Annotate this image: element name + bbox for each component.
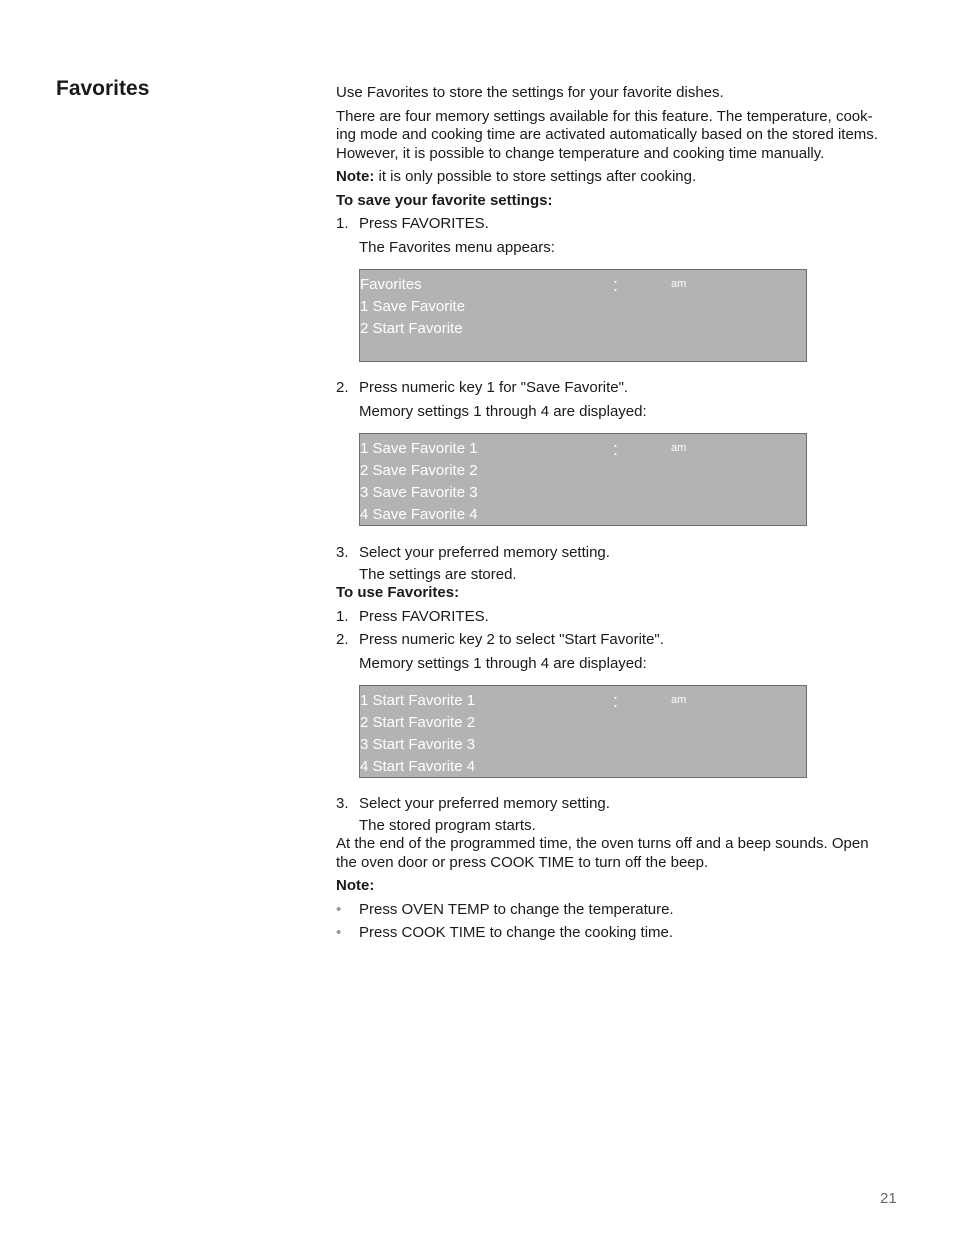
step-text: Select your preferred memory setting.	[359, 544, 610, 561]
display-line: 2 Start Favorite	[360, 320, 463, 337]
bullet-text: Press COOK TIME to change the cooking time.	[359, 924, 674, 941]
step-subtext: Memory settings 1 through 4 are displayed:	[359, 654, 647, 672]
end-line: At the end of the programmed time, the oven turns off and a beep sounds. Open	[336, 835, 869, 852]
start-favorite-display	[359, 685, 807, 778]
display-colon: :	[613, 691, 619, 711]
step-subtext: The Favorites menu appears:	[359, 238, 555, 256]
display-line: Favorites	[360, 276, 422, 293]
display-line: 1 Save Favorite	[360, 298, 466, 315]
save-step-1	[336, 215, 900, 234]
display-line	[360, 340, 806, 362]
save-heading: To save your favorite settings:	[336, 191, 553, 209]
display-am: am	[671, 278, 687, 290]
display-colon: :	[613, 275, 619, 295]
save-favorite-display	[359, 433, 807, 526]
content-column	[336, 84, 900, 948]
step-number: 2.	[336, 631, 349, 648]
step-text: Select your preferred memory setting.	[359, 795, 610, 812]
bullet-icon: •	[336, 900, 342, 918]
use-step-1	[336, 608, 900, 627]
step-subtext: Memory settings 1 through 4 are displayed:	[359, 402, 647, 420]
intro-text: Use Favorites to store the settings for your favorite dishes.	[336, 84, 724, 101]
step-number: 3.	[336, 544, 349, 561]
section-title: Favorites	[56, 77, 150, 100]
description-line: However, it is possible to change temperature and cooking time manually.	[336, 144, 825, 162]
use-heading: To use Favorites:	[336, 584, 460, 601]
use-step-2	[336, 631, 900, 650]
bullet-icon: •	[336, 924, 342, 941]
favorites-menu-display	[359, 269, 807, 362]
end-paragraph	[336, 835, 900, 872]
display-line: 1 Save Favorite 1	[360, 440, 478, 457]
note-bullet	[336, 901, 900, 920]
step-number: 1.	[336, 215, 349, 232]
save-step-2	[336, 379, 900, 398]
note2-label: Note:	[336, 877, 375, 894]
step-text: Press numeric key 1 for "Save Favorite".	[359, 379, 629, 396]
display-line: 1 Start Favorite 1	[360, 692, 476, 709]
step-number: 3.	[336, 795, 349, 812]
display-colon: :	[613, 439, 619, 459]
step-subtext: The settings are stored.	[359, 565, 517, 583]
note-bullet	[336, 924, 900, 943]
step-number: 1.	[336, 607, 349, 625]
display-line: 4 Save Favorite 4	[360, 506, 478, 523]
step-text: Press FAVORITES.	[359, 607, 489, 625]
display-line: 3 Start Favorite 3	[360, 736, 476, 753]
bullet-text: Press OVEN TEMP to change the temperature.	[359, 900, 674, 918]
use-step-3	[336, 795, 900, 814]
step-text: Press FAVORITES.	[359, 215, 489, 232]
step-text: Press numeric key 2 to select "Start Favorite".	[359, 631, 664, 648]
save-step-3	[336, 544, 900, 563]
description-line: ing mode and cooking time are activated automatically based on the stored items.	[336, 126, 878, 143]
note-paragraph	[336, 168, 900, 187]
page-number: 21	[880, 1190, 897, 1207]
note-label: Note:	[336, 168, 375, 185]
end-line: the oven door or press COOK TIME to turn off the beep.	[336, 853, 709, 871]
display-am: am	[671, 442, 687, 454]
step-number: 2.	[336, 379, 349, 396]
description-line: There are four memory settings available for this feature. The temperature, cook-	[336, 107, 873, 125]
description-paragraph	[336, 108, 900, 164]
step-subtext: The stored program starts.	[359, 816, 536, 834]
display-line: 2 Save Favorite 2	[360, 462, 478, 479]
note-text: it is only possible to store settings after cooking.	[374, 168, 697, 185]
display-line: 4 Start Favorite 4	[360, 758, 476, 775]
display-line: 3 Save Favorite 3	[360, 484, 478, 501]
display-line: 2 Start Favorite 2	[360, 714, 476, 731]
display-am: am	[671, 694, 687, 706]
